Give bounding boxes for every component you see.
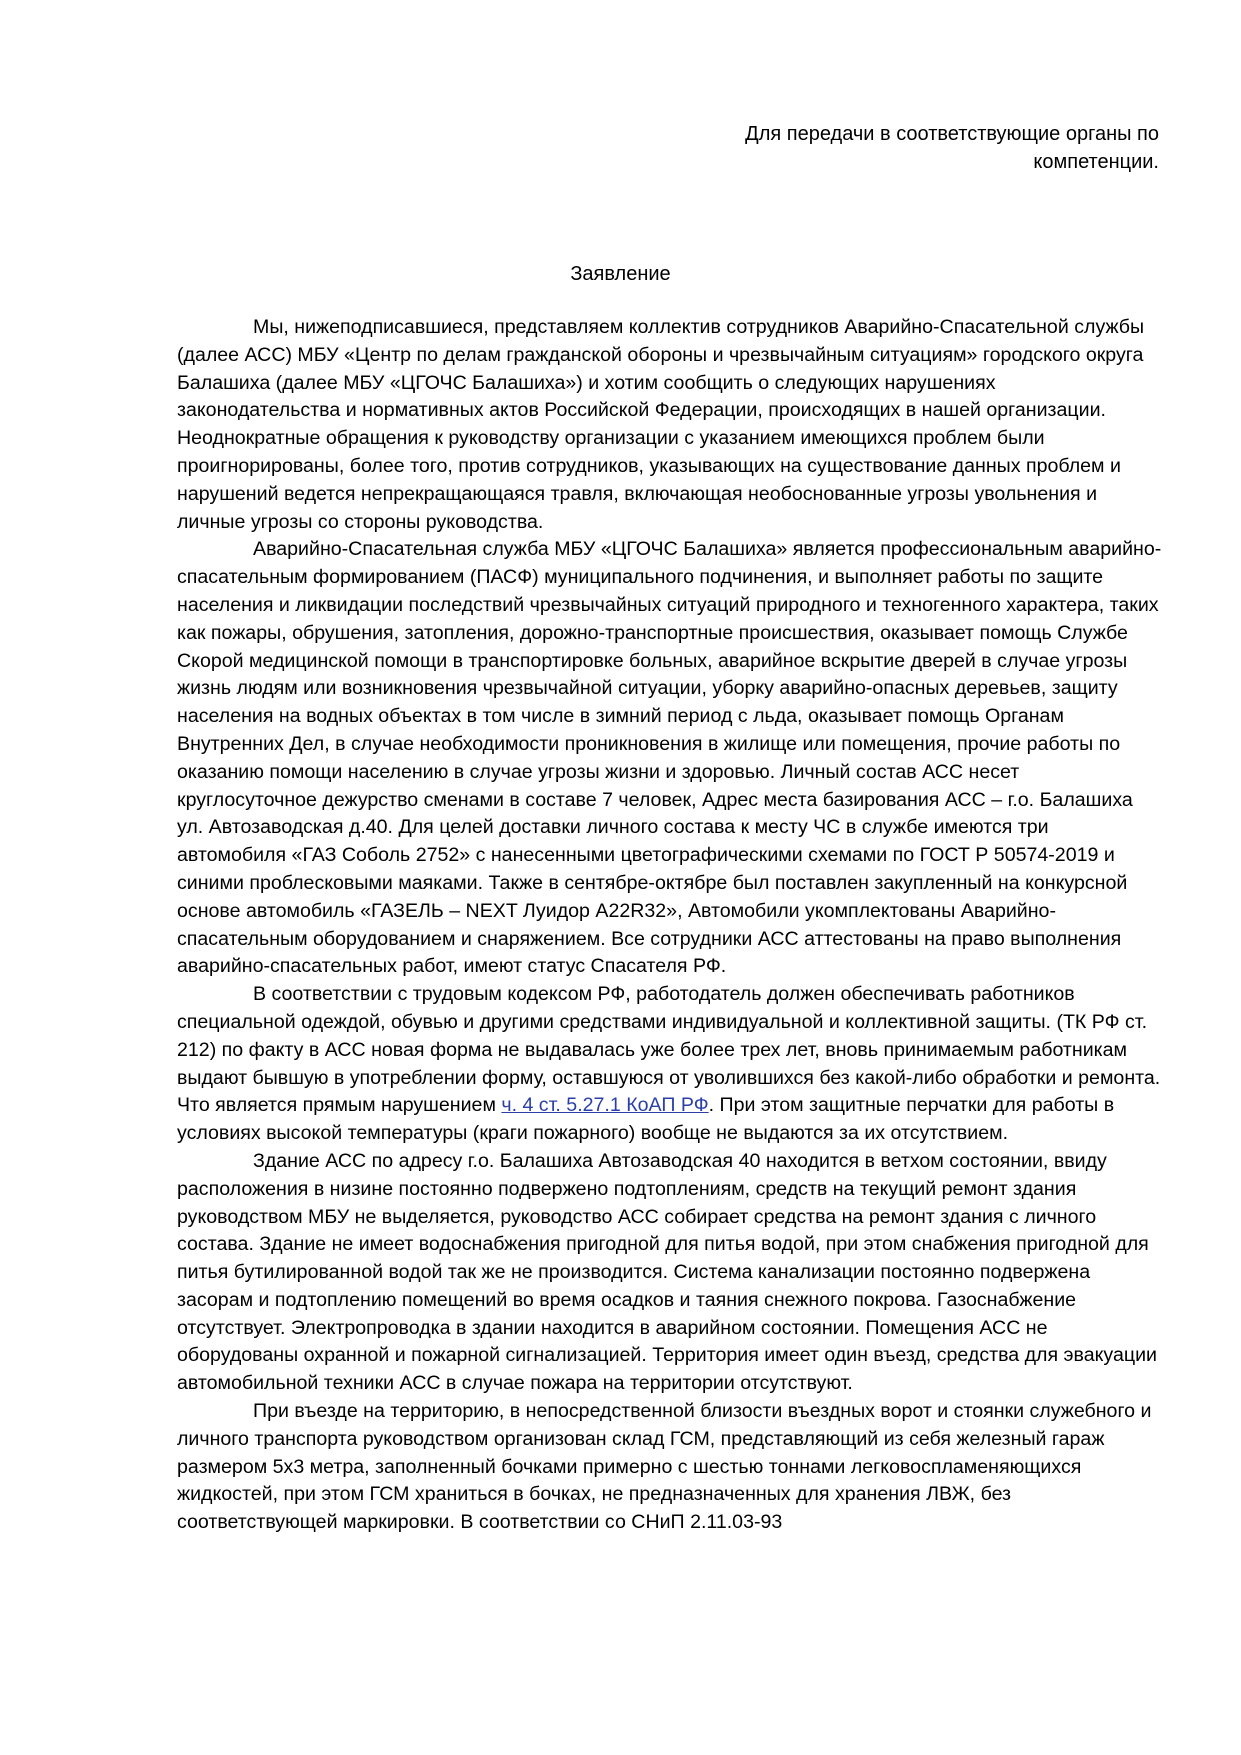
paragraph-service-description: Аварийно-Спасательная служба МБУ «ЦГОЧС Балашиха» является профессиональным аварийно-спасательным формированием (ПАСФ) муниципального подчинения, и выполняет работы по защите населения и ликвидации последствий чрезвычайных ситуаций природного и техногенного характера, таких как пожары, обрушения, затопления, дорожно-транспортные происшествия, оказывает помощь Службе Скорой медицинской помощи в транспортировке больных, аварийное вскрытие дверей в случае угрозы жизнь людям или возникновения чрезвычайной ситуации, уборку аварийно-опасных деревьев, защиту населения на водных объектах в том числе в зимний период с льда, оказывает помощь Органам Внутренних Дел, в случае необходимости проникновения в жилище или помещения, прочие работы по оказанию помощи населению в случае угрозы жизни и здоровью. Личный состав АСС несет круглосуточное дежурство сменами в составе 7 человек, Адрес места базирования АСС – г.о. Балашиха ул. Автозаводская д.40. Для целей доставки личного состава к месту ЧС в службе имеются три автомобиля «ГАЗ Соболь 2752» с нанесенными цветографическими схемами по ГОСТ Р 50574-2019 и синими проблесковыми маяками. Также в сентябре-октябре был поставлен закупленный на конкурсной основе автомобиль «ГАЗЕЛЬ – NEXT Луидор А22R32», Автомобили укомплектованы Аварийно-спасательным оборудованием и снаряжением. Все сотрудники АСС аттестованы на право выполнения аварийно-спасательных работ, имеют статус Спасателя РФ. [177, 538, 1162, 978]
paragraph-intro: Мы, нижеподписавшиеся, представляем коллектив сотрудников Аварийно-Спасательной службы (далее АСС) МБУ «Центр по делам гражданской обороны и чрезвычайным ситуациям» городского округа Балашиха (далее МБУ «ЦГОЧС Балашиха») и хотим сообщить о следующих нарушениях законодательства и нормативных актов Российской Федерации, происходящих в нашей организации. Неоднократные обращения к руководству организации с указанием имеющихся проблем были проигнорированы, более того, против сотрудников, указывающих на существование данных проблем и нарушений ведется непрекращающаяся травля, включающая необоснованные угрозы увольнения и личные угрозы со стороны руководства. [177, 316, 1145, 533]
paragraph-fuel-storage: При въезде на территорию, в непосредственной близости въездных ворот и стоянки служебного и личного транспорта руководством организован склад ГСМ, представляющий из себя железный гараж размером 5х3 метра, заполненный бочками примерно с шестью тоннами легковоспламеняющихся жидкостей, при этом ГСМ храниться в бочках, не предназначенных для хранения ЛВЖ, без соответствующей маркировки. В соответствии со СНиП 2.11.03-93 [177, 1400, 1152, 1534]
document-title: Заявление [570, 263, 671, 285]
addressee-note: Для передачи в соответствующие органы по компетенции. [745, 123, 1159, 173]
koap-reference-link[interactable]: ч. 4 ст. 5.27.1 КоАП РФ [501, 1094, 709, 1117]
paragraph-uniform-text-after: . При этом защитные перчатки для работы в условиях высокой температуры (краги пожарного) вообще не выдаются за их отсутствием. [177, 1094, 1115, 1145]
document-body [177, 314, 1162, 1537]
paragraph-uniform-text-before: В соответствии с трудовым кодексом РФ, работодатель должен обеспечивать работников специальной одеждой, обувью и другими средствами индивидуальной и коллективной защиты. (ТК РФ ст. 212) по факту в АСС новая форма не выдавалась уже более трех лет, вновь принимаемым работникам выдают бывшую в употреблении форму, оставшуюся от уволившихся без какой-либо обработки и ремонта. Что является прямым нарушением [177, 983, 1161, 1117]
paragraph-uniform-violation [177, 981, 1162, 1148]
paragraph-building-condition: Здание АСС по адресу г.о. Балашиха Автозаводская 40 находится в ветхом состоянии, ввиду расположения в низине постоянно подвержено подтоплениям, средств на текущий ремонт здания руководством МБУ не выделяется, руководство АСС собирает средства на ремонт здания с личного состава. Здание не имеет водоснабжения пригодной для питья водой, при этом снабжения пригодной для питья бутилированной водой так же не производится. Система канализации постоянно подвержена засорам и подтоплению помещений во время осадков и таяния снежного покрова. Газоснабжение отсутствует. Электропроводка в здании находится в аварийном состоянии. Помещения АСС не оборудованы охранной и пожарной сигнализацией. Территория имеет один въезд, средства для эвакуации автомобильной техники АСС в случае пожара на территории отсутствуют. [177, 1149, 1158, 1395]
